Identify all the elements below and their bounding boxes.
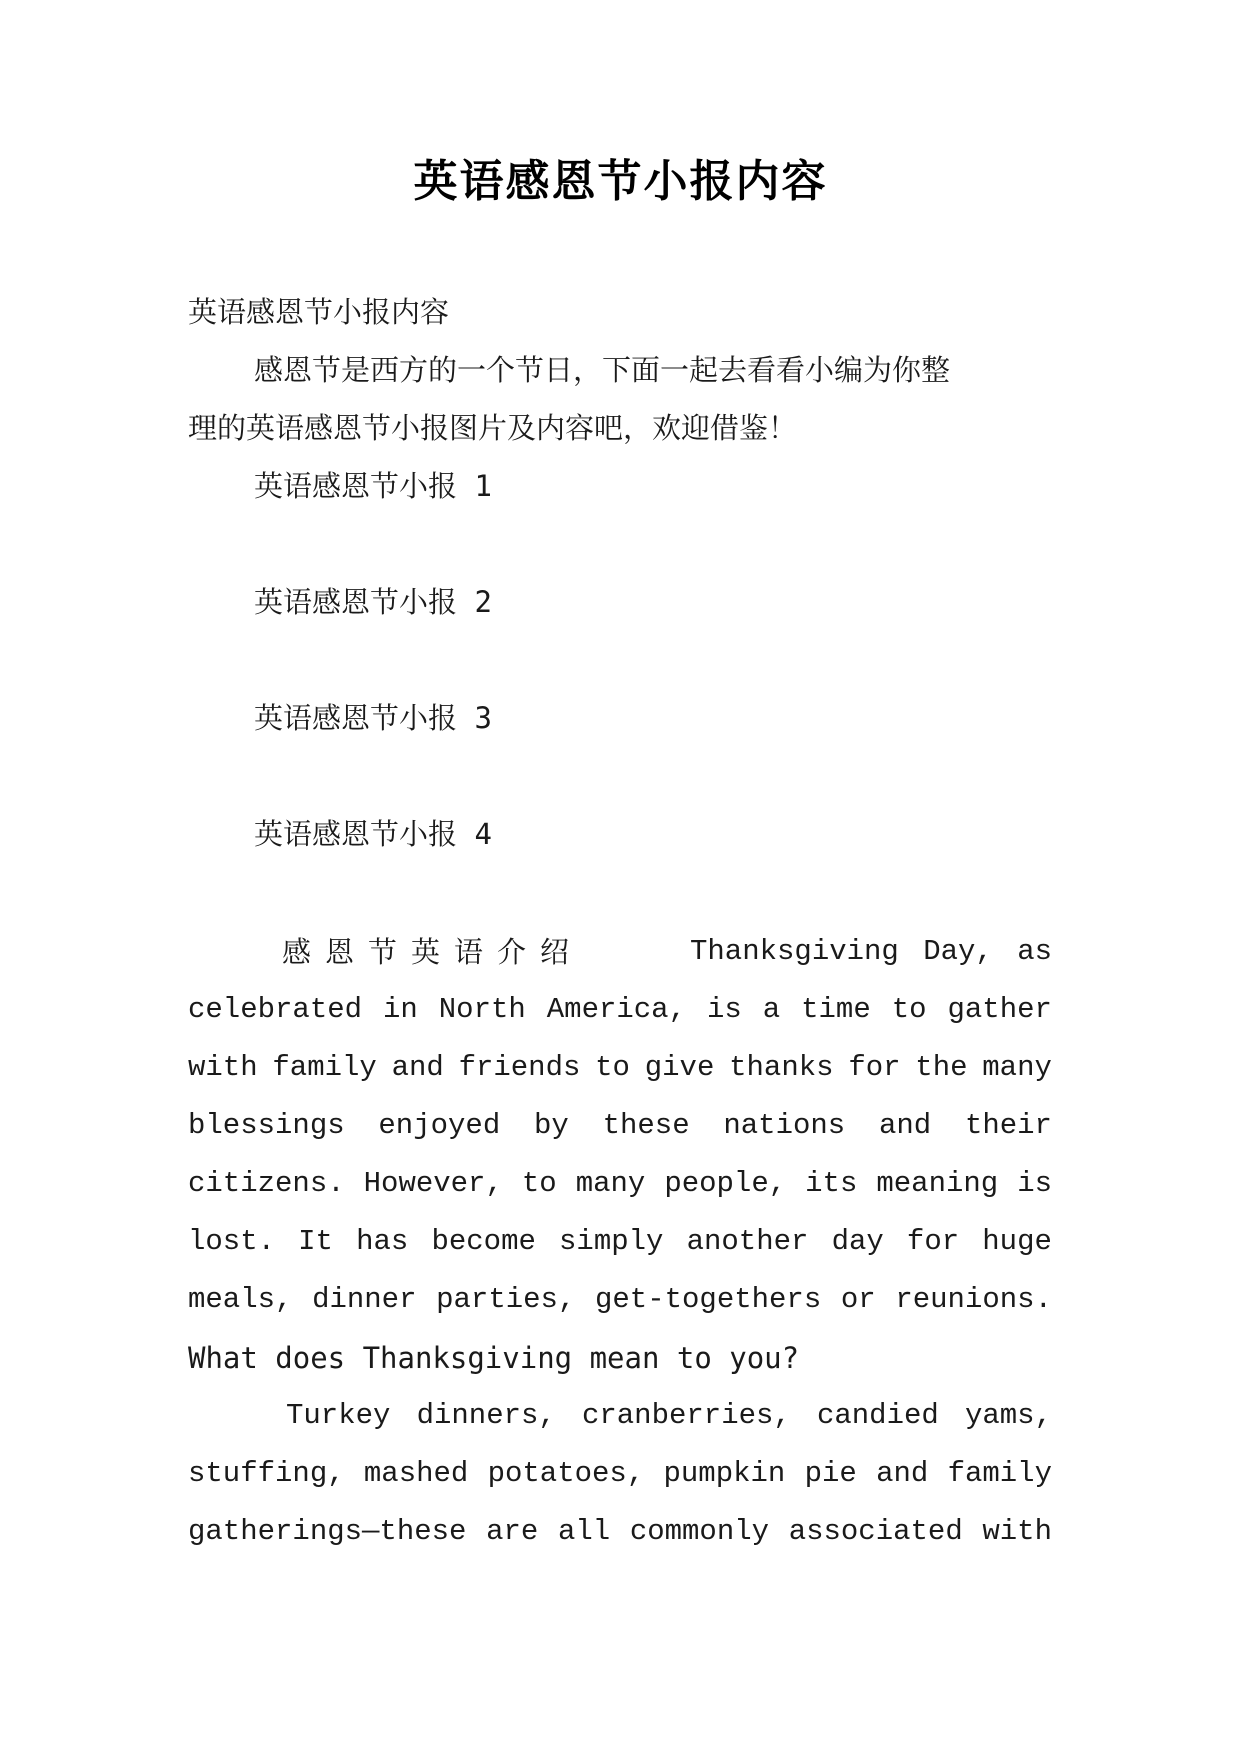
word: many: [575, 1167, 646, 1200]
word: as: [1017, 935, 1052, 968]
word: their: [964, 1109, 1052, 1142]
word: Day,: [923, 935, 993, 968]
word: has: [356, 1225, 409, 1258]
word: and: [876, 1457, 929, 1490]
list-item-3: 英语感恩节小报 3: [254, 701, 492, 735]
word: family: [272, 1051, 377, 1084]
word: all: [557, 1515, 611, 1548]
word: blessings: [188, 1109, 345, 1142]
word: to: [521, 1167, 557, 1200]
word: It: [298, 1225, 333, 1258]
word: dinner: [312, 1283, 417, 1316]
word: America,: [546, 993, 686, 1026]
word: reunions.: [895, 1283, 1052, 1316]
word: parties,: [436, 1283, 576, 1316]
section-heading: 感恩节英语介绍: [282, 935, 584, 969]
paragraph-1-line-4: [188, 1106, 1052, 1146]
word: However,: [363, 1167, 503, 1200]
word: pumpkin: [663, 1457, 786, 1490]
word: stuffing,: [188, 1457, 345, 1490]
word: meaning: [876, 1167, 999, 1200]
word: the: [915, 1051, 968, 1084]
paragraph-1-line-7: [188, 1280, 1052, 1320]
paragraph-1-line-8: What does Thanksgiving mean to you?: [188, 1341, 800, 1375]
word: with: [188, 1051, 258, 1084]
word: a: [762, 993, 781, 1026]
word: meals,: [188, 1283, 293, 1316]
word: cranberries,: [581, 1399, 791, 1432]
word: friends: [458, 1051, 581, 1084]
word: celebrated: [188, 993, 363, 1026]
paragraph-1-line-1: [690, 932, 1052, 972]
document-title: 英语感恩节小报内容: [413, 156, 828, 207]
word: Turkey: [286, 1399, 391, 1432]
paragraph-2-line-2: [188, 1454, 1052, 1494]
word: associated: [788, 1515, 963, 1548]
word: or: [840, 1283, 876, 1316]
subtitle: 英语感恩节小报内容: [188, 295, 450, 329]
word: North: [438, 993, 526, 1026]
word: become: [431, 1225, 536, 1258]
word: to: [595, 1051, 630, 1084]
word: huge: [982, 1225, 1052, 1258]
paragraph-1-line-5: [188, 1164, 1052, 1204]
intro-line-1: 感恩节是西方的一个节日，下面一起去看看小编为你整: [254, 353, 951, 387]
word: commonly: [629, 1515, 770, 1548]
word: gather: [947, 993, 1052, 1026]
intro-line-2: 理的英语感恩节小报图片及内容吧，欢迎借鉴！: [188, 411, 798, 445]
word: give: [644, 1051, 715, 1084]
word: and: [878, 1109, 932, 1142]
word: another: [686, 1225, 809, 1258]
word: thanks: [729, 1051, 834, 1084]
word: by: [534, 1109, 569, 1142]
word: get-togethers: [595, 1283, 822, 1316]
word: and: [391, 1051, 444, 1084]
word: enjoyed: [378, 1109, 501, 1142]
word: gatherings—these: [188, 1515, 467, 1548]
word: nations: [723, 1109, 846, 1142]
word: dinners,: [416, 1399, 556, 1432]
paragraph-1-line-6: [188, 1222, 1052, 1262]
word: with: [982, 1515, 1052, 1548]
word: time: [801, 993, 871, 1026]
word: in: [383, 993, 418, 1026]
list-item-2: 英语感恩节小报 2: [254, 585, 492, 619]
word: people,: [664, 1167, 787, 1200]
word: citizens.: [188, 1167, 345, 1200]
word: Thanksgiving: [690, 935, 899, 968]
list-item-1: 英语感恩节小报 1: [254, 469, 492, 503]
word: is: [706, 993, 742, 1026]
word: these: [602, 1109, 690, 1142]
word: its: [805, 1167, 858, 1200]
word: family: [947, 1457, 1052, 1490]
word: mashed: [363, 1457, 469, 1490]
word: simply: [559, 1225, 664, 1258]
word: are: [486, 1515, 539, 1548]
word: candied: [816, 1399, 939, 1432]
word: many: [982, 1051, 1052, 1084]
word: for: [906, 1225, 960, 1258]
word: day: [831, 1225, 884, 1258]
paragraph-2-line-1: [286, 1396, 1052, 1436]
word: for: [848, 1051, 901, 1084]
paragraph-2-line-3: [188, 1512, 1052, 1552]
paragraph-1-line-2: [188, 990, 1052, 1030]
word: to: [891, 993, 927, 1026]
word: yams,: [964, 1399, 1052, 1432]
word: potatoes,: [487, 1457, 645, 1490]
paragraph-1-line-3: [188, 1048, 1052, 1088]
word: pie: [804, 1457, 857, 1490]
list-item-4: 英语感恩节小报 4: [254, 817, 492, 851]
word: lost.: [188, 1225, 276, 1258]
word: is: [1017, 1167, 1052, 1200]
